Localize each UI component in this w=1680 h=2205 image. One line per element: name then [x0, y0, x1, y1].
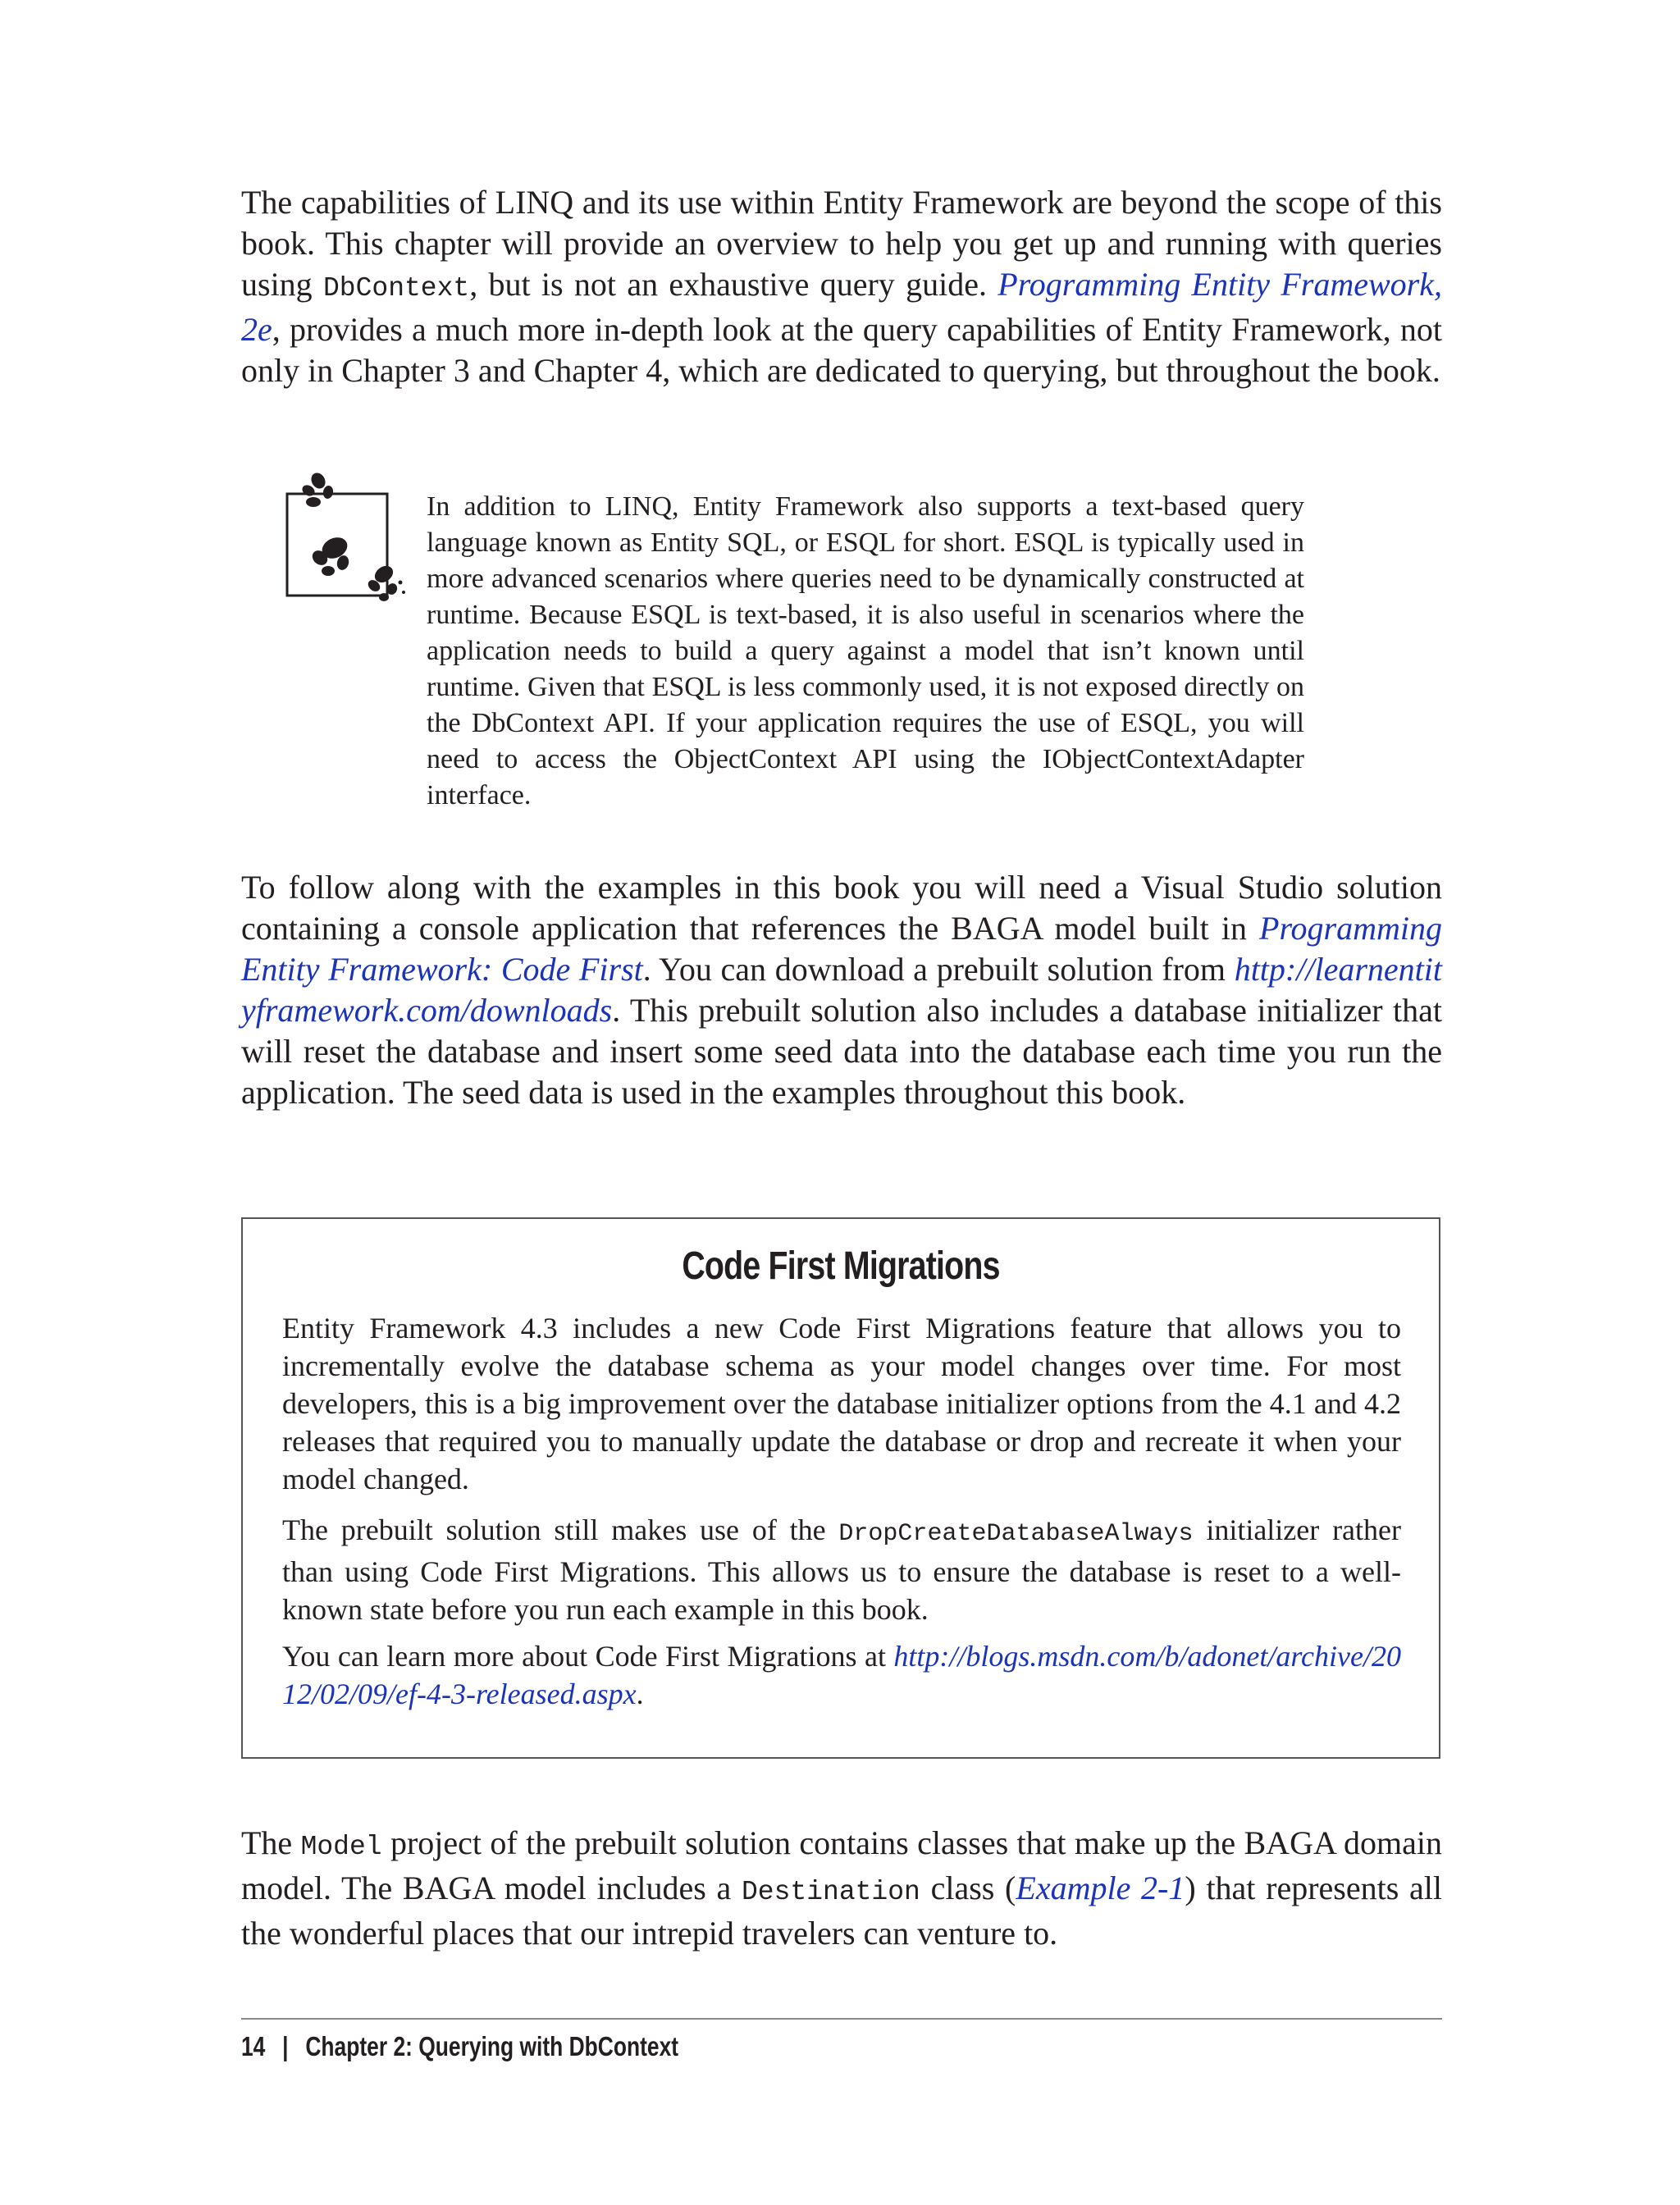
intro-text-1: The capabilities of LINQ and its use within Entity Framework are beyond the scope of this book. This chapter will provide an overview to help you get up and running with queries using: [241, 184, 1442, 303]
model-text-1: The: [241, 1824, 301, 1861]
model-text-4: ) that represents all the wonderful places that our intrepid travelers can venture to.: [241, 1869, 1443, 1952]
chapter-title: Chapter 2: Querying with DbContext: [305, 2031, 679, 2061]
intro-text-3: , provides a much more in-depth look at the query capabilities of Entity Framework, not only in Chapter 3 and Chapter 4, which are dedicated to querying, but throughout the book.: [241, 311, 1442, 389]
page-footer: [241, 2031, 678, 2062]
model-paragraph: [241, 1823, 1442, 1954]
page-number: 14: [241, 2031, 266, 2061]
sidebar-p2-text-1: The prebuilt solution still makes use of the: [282, 1513, 839, 1546]
code-destination: Destination: [742, 1877, 920, 1907]
code-dropcreate: DropCreateDatabaseAlways: [838, 1520, 1194, 1548]
sidebar-p3-text-1: You can learn more about Code First Migrations at: [282, 1640, 894, 1673]
sidebar-p2-text-2: initializer rather than using Code First Migrations. This allows us to ensure the database is reset to a well-known state before you run each example in this book.: [282, 1513, 1401, 1626]
setup-paragraph: [241, 867, 1442, 1113]
link-programming-ef-2e[interactable]: Programming Entity Framework, 2e: [241, 266, 1442, 348]
setup-text-1: To follow along with the examples in this book you will need a Visual Studio solution containing a console application that references the BAGA model built in: [241, 869, 1442, 947]
setup-text-2: . You can download a prebuilt solution from: [642, 951, 1235, 988]
footer-separator: |: [282, 2031, 289, 2061]
model-text-3: class (: [920, 1869, 1016, 1906]
setup-text-3: . This prebuilt solution also includes a database initializer that will reset the database and insert some seed data into the database each time you run the application. The seed data is used in the examples throughout this book.: [241, 992, 1442, 1111]
sidebar-paragraph-1: Entity Framework 4.3 includes a new Code First Migrations feature that allows you to incrementally evolve the database schema as your model changes over time. For most developers, this is a big improvement over the database initializer options from the 4.1 and 4.2 releases that required you to manually update the database or drop and recreate it when your model changed.: [282, 1312, 1401, 1495]
link-downloads-url[interactable]: http://learnentityframework.com/downloads: [241, 951, 1442, 1029]
sidebar-paragraph-2: [282, 1511, 1401, 1628]
sidebar-title: Code First Migrations: [682, 1244, 1000, 1288]
footer-divider: [241, 2018, 1442, 2020]
link-programming-ef-code-first[interactable]: Programming Entity Framework: Code First: [241, 910, 1442, 988]
link-example-2-1[interactable]: Example 2-1: [1016, 1869, 1185, 1906]
intro-paragraph: [241, 182, 1442, 391]
sidebar-p3-text-2: .: [636, 1678, 644, 1710]
note-text: In addition to LINQ, Entity Framework also supports a text-based query language known as Entity SQL, or ESQL for short. ESQL is typically used in more advanced scenarios where queries need to be dynamically constructed at runtime. Because ESQL is text-based, it is also useful in scenarios where the application needs to build a query against a model that isn’t known until runtime. Given that ESQL is less commonly used, it is not exposed directly on the DbContext API. If your application requires the use of ESQL, you will need to access the ObjectContext API using the IObjectContextAdapter interface.: [427, 491, 1304, 810]
code-dbcontext: DbContext: [322, 273, 470, 304]
intro-text-2: , but is not an exhaustive query guide.: [469, 266, 998, 303]
link-migrations-blog[interactable]: http://blogs.msdn.com/b/adonet/archive/2012/02/09/ef-4-3-released.aspx: [282, 1640, 1401, 1710]
sidebar-paragraph-3: [282, 1637, 1401, 1713]
turkey-tracks-note-icon: [285, 459, 417, 607]
sidebar-box: [241, 1217, 1440, 1759]
code-model: Model: [300, 1832, 382, 1862]
model-text-2: project of the prebuilt solution contains classes that make up the BAGA domain model. The BAGA model includes a: [241, 1824, 1442, 1906]
